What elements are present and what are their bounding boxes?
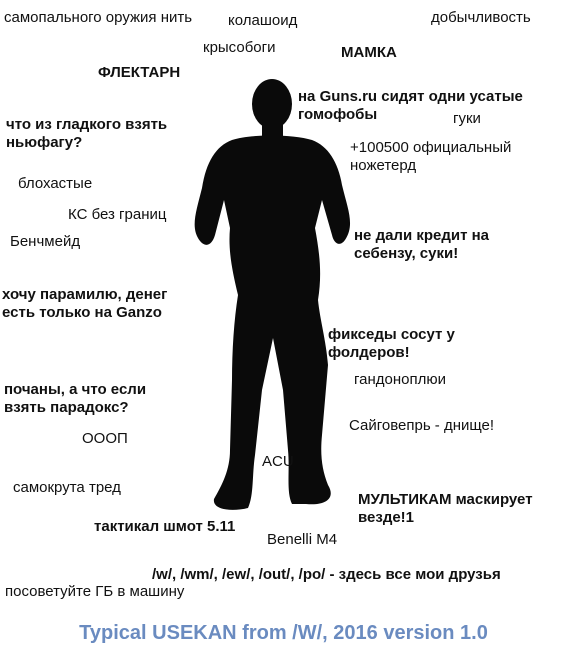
meme-label: МУЛЬТИКАМ маскирует везде!1 bbox=[358, 491, 533, 526]
meme-label: КС без границ bbox=[68, 206, 167, 223]
meme-label: Benelli M4 bbox=[267, 531, 338, 548]
meme-label: ФЛЕКТАРН bbox=[98, 64, 181, 81]
footer-caption: Typical USEKAN from /W/, 2016 version 1.0 bbox=[79, 622, 488, 644]
meme-label: колашоид bbox=[228, 12, 298, 29]
meme-label: МАМКА bbox=[341, 44, 397, 61]
meme-label: /w/, /wm/, /ew/, /out/, /po/ - здесь все мои друзья bbox=[152, 566, 501, 583]
meme-label: гандоноплюи bbox=[354, 371, 446, 388]
meme-label: ОООП bbox=[82, 430, 128, 447]
meme-label: самопального оружия нить bbox=[4, 9, 193, 26]
meme-label: на Guns.ru сидят одни усатые гомофобы bbox=[298, 88, 523, 123]
meme-label: не дали кредит на себензу, суки! bbox=[354, 227, 490, 262]
meme-label: +100500 официальный ножетерд bbox=[350, 139, 512, 174]
meme-label: ACU bbox=[262, 453, 294, 470]
meme-label: хочу парамилю, денег есть только на Ganzo bbox=[2, 286, 168, 321]
meme-label: посоветуйте ГБ в машину bbox=[5, 583, 185, 600]
meme-label: Сайговепрь - днище! bbox=[349, 417, 495, 434]
meme-label: добычливость bbox=[431, 9, 531, 26]
meme-label: крысобоги bbox=[203, 39, 276, 56]
meme-label: Бенчмейд bbox=[10, 233, 81, 250]
meme-label: фикседы сосут у фолдеров! bbox=[328, 326, 455, 361]
meme-label: что из гладкого взять ньюфагу? bbox=[6, 116, 168, 151]
meme-label: гуки bbox=[453, 110, 481, 127]
meme-label: самокрута тред bbox=[13, 479, 121, 496]
meme-label: почаны, а что если взять парадокс? bbox=[4, 381, 147, 416]
meme-label: тактикал шмот 5.11 bbox=[94, 518, 236, 535]
meme-label: блохастые bbox=[18, 175, 93, 192]
